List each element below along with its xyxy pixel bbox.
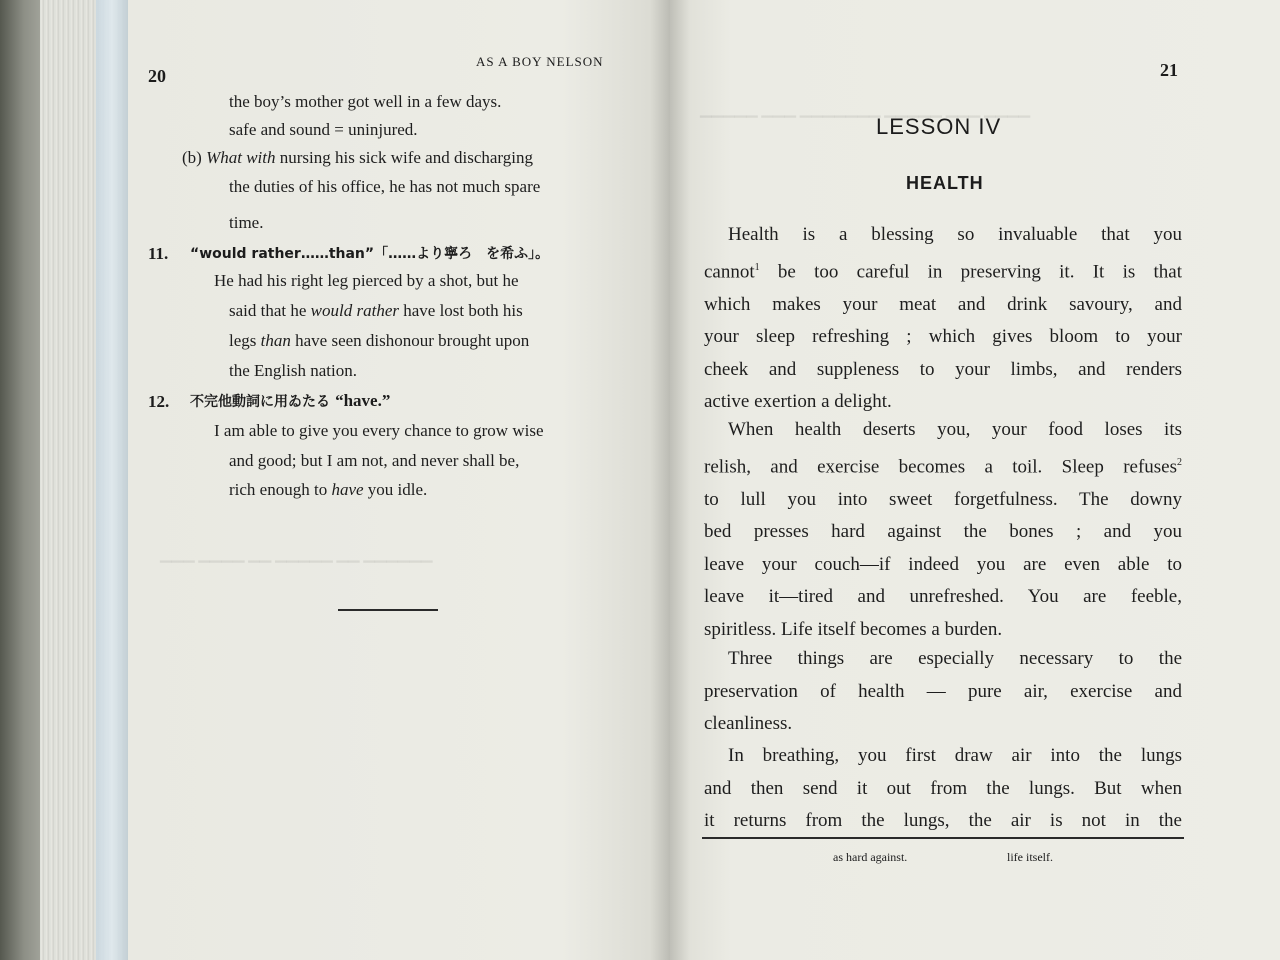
italic-phrase: than — [260, 331, 291, 350]
text-line — [229, 331, 529, 351]
footnote-rule — [702, 837, 1184, 839]
footnote-marker: 2 — [1177, 456, 1182, 468]
text-line — [229, 301, 523, 321]
item-number: 11. — [148, 244, 169, 263]
footnote-2: life itself. — [1007, 850, 1053, 864]
text-line: When health deserts you, your food loses its — [728, 419, 1182, 440]
text-span: relish, and exercise becomes a toil. Sleep refuses — [704, 455, 1177, 477]
footnote-marker: 1 — [754, 261, 760, 273]
text-line: which makes your meat and drink savoury, and — [704, 293, 1182, 315]
book-gutter — [650, 0, 690, 960]
text-span: legs — [229, 331, 257, 350]
running-head: AS A BOY NELSON — [476, 54, 604, 69]
text-line: leave it—tired and unrefreshed. You are feeble, — [704, 586, 1182, 608]
text-line-b — [182, 148, 533, 168]
heading-en: “have.” — [335, 391, 391, 410]
text-span: have lost both his — [403, 301, 523, 320]
right-page-number: 21 — [1160, 60, 1178, 80]
text-span: rich enough to — [229, 480, 328, 499]
text-line: and then send it out from the lungs. But when — [704, 777, 1182, 799]
text-line: it returns from the lungs, the air is not in the — [704, 810, 1182, 832]
lesson-title: LESSON IV — [876, 114, 1002, 139]
item-heading — [190, 391, 390, 411]
paragraph-2 — [704, 414, 1182, 646]
text-line: bed presses hard against the bones ; and you — [704, 521, 1182, 543]
text-line: In breathing, you first draw air into the lungs — [728, 745, 1182, 766]
text-line: the duties of his office, he has not much spare — [229, 177, 541, 196]
left-page-number: 20 — [148, 66, 166, 86]
text-line: your sleep refreshing ; which gives bloom to your — [704, 326, 1182, 348]
footnote-1: as hard against. — [833, 850, 908, 864]
bookmark-strip — [96, 0, 132, 960]
text-span: have seen dishonour brought upon — [295, 331, 530, 350]
section-title: HEALTH — [906, 173, 984, 193]
text-line: I am able to give you every chance to grow wise — [214, 421, 544, 440]
b-rest: nursing his sick wife and discharging — [279, 148, 533, 167]
text-span: said that he — [229, 301, 307, 320]
text-line: spiritless. Life itself becomes a burden. — [704, 618, 1003, 640]
paragraph-4 — [704, 740, 1182, 838]
text-line: cleanliness. — [704, 713, 793, 735]
text-line: active exertion a delight. — [704, 391, 892, 413]
italic-phrase: would rather — [310, 301, 399, 320]
show-through-decoration: ▁▁▁ ▁▁▁▁ ▁▁ ▁▁▁▁▁ ▁▁ ▁▁▁▁▁▁ — [160, 547, 433, 563]
text-span: you idle. — [367, 480, 428, 499]
text-line: He had his right leg pierced by a shot, but he — [214, 271, 519, 290]
text-line: leave your couch—if indeed you are even able to — [704, 553, 1182, 575]
text-line: safe and sound = uninjured. — [229, 120, 418, 139]
text-line: and good; but I am not, and never shall be, — [229, 451, 520, 470]
b-label: (b) — [182, 148, 202, 167]
heading-jp: 不完他動詞に用ゐたる — [190, 394, 330, 410]
item-heading: “would rather……than”「……より寧ろ を希ふ」。 — [190, 246, 550, 262]
text-line: Three things are especially necessary to the — [728, 648, 1182, 669]
text-line: to lull you into sweet forgetfulness. The downy — [704, 488, 1182, 510]
italic-phrase: have — [331, 480, 364, 499]
text-line — [229, 480, 427, 500]
text-line: time. — [229, 213, 264, 232]
paragraph-3 — [704, 643, 1182, 741]
text-line: cheek and suppleness to your limbs, and renders — [704, 358, 1182, 380]
show-through-decoration-right: ▁▁▁▁▁ ▁▁▁ ▁▁▁▁▁▁▁ ▁▁▁▁▁ ▁▁▁ ▁▁▁▁ — [700, 102, 1031, 118]
text-line: the English nation. — [229, 361, 357, 380]
item-number: 12. — [148, 392, 170, 411]
text-line — [704, 252, 1182, 289]
text-span: be too careful in preserving it. It is that — [777, 260, 1182, 282]
text-line — [704, 447, 1182, 484]
text-line: Health is a blessing so invaluable that you — [728, 224, 1182, 245]
word-cannot: cannot — [704, 260, 755, 282]
paragraph-1 — [704, 219, 1182, 419]
end-rule — [338, 609, 438, 611]
text-line: preservation of health — pure air, exercise and — [704, 680, 1182, 702]
italic-phrase: What with — [206, 148, 276, 167]
text-line: the boy’s mother got well in a few days. — [229, 92, 502, 111]
